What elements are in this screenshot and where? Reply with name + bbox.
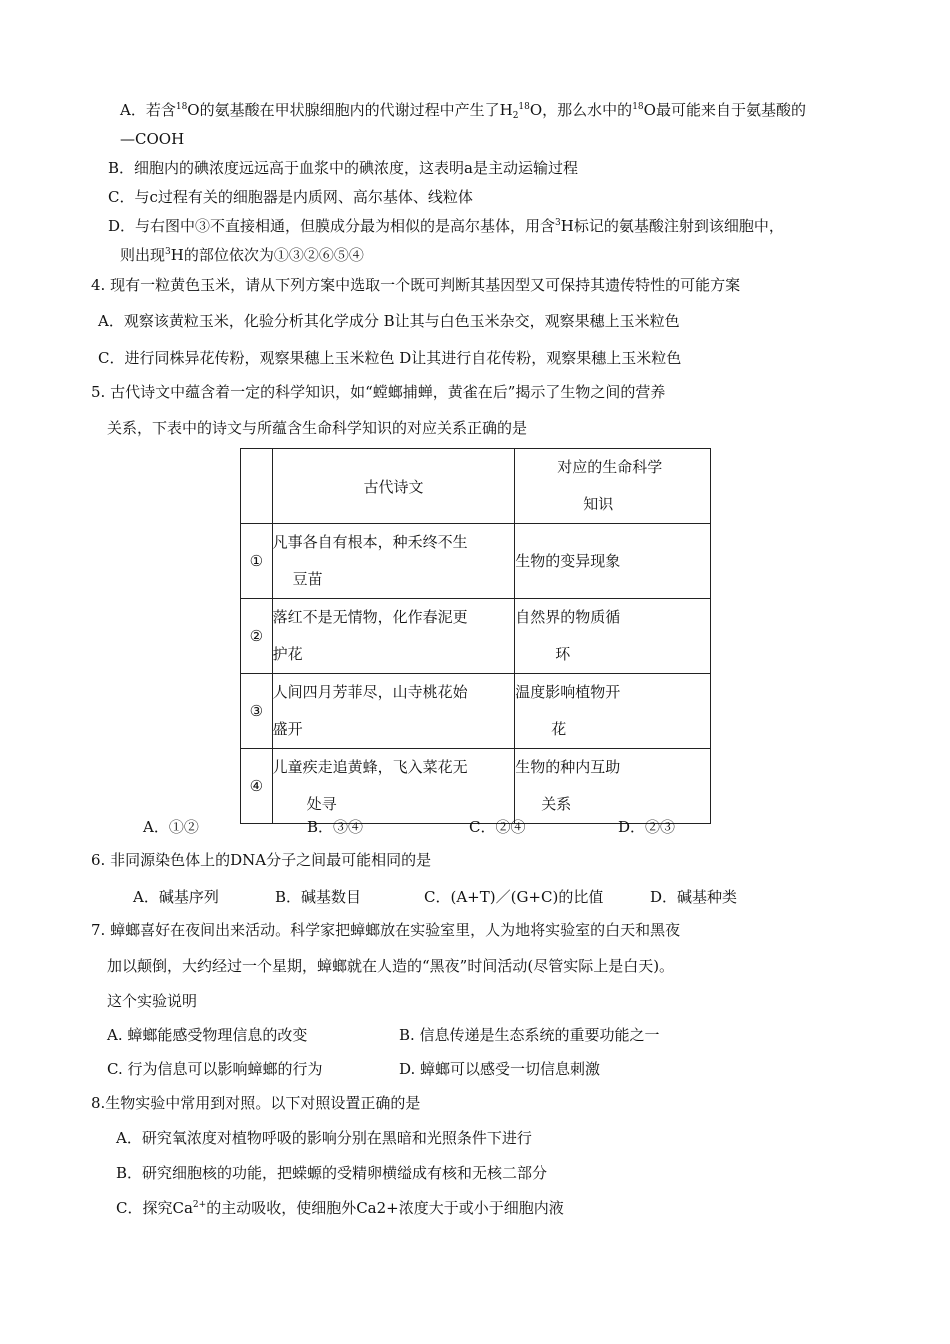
q3-option-a-cont: —COOH [120,130,185,148]
row-knowledge: 温度影响植物开 花 [515,674,711,749]
q7-option-c: C. 行为信息可以影响蟑螂的行为 [107,1060,323,1078]
q8-option-c: C．探究$Ca^{2+}$的主动吸收，使细胞外Ca2+浓度大于或小于细胞内液 [116,1199,564,1217]
q8-stem: 8.生物实验中常用到对照。以下对照设置正确的是 [91,1094,421,1112]
row-poem: 落红不是无情物，化作春泥更 护花 [272,599,515,674]
table-row [241,749,711,824]
row-knowledge: 自然界的物质循 环 [515,599,711,674]
q6-stem: 6. 非同源染色体上的DNA分子之间最可能相同的是 [91,851,432,869]
q3-option-b: B．细胞内的碘浓度远远高于血浆中的碘浓度，这表明a是主动运输过程 [108,159,578,177]
table-row [241,674,711,749]
row-poem: 儿童疾走追黄蜂，飞入菜花无 处寻 [272,749,515,824]
q6-option-c: C．(A+T)／(G+C)的比值 [424,888,604,906]
row-knowledge: 生物的变异现象 [515,524,711,599]
q7-option-d: D. 蟑螂可以感受一切信息刺激 [399,1060,601,1078]
q5-stem-line2: 关系，下表中的诗文与所蕴含生命科学知识的对应关系正确的是 [107,419,528,437]
q8-option-b: B．研究细胞核的功能，把蝾螈的受精卵横缢成有核和无核二部分 [116,1164,548,1182]
row-number: ② [241,599,273,674]
q5-option-d: D．②③ [618,818,676,836]
q4-options-ab: A．观察该黄粒玉米，化验分析其化学成分 B让其与白色玉米杂交，观察果穗上玉米粒色 [98,312,680,330]
header-blank-cell [241,449,273,524]
q7-option-a: A. 蟑螂能感受物理信息的改变 [107,1026,308,1044]
row-poem: 凡事各自有根本，种禾终不生 豆苗 [272,524,515,599]
q6-option-d: D．碱基种类 [650,888,738,906]
table-row [241,599,711,674]
q4-options-cd: C．进行同株异花传粉，观察果穗上玉米粒色 D让其进行自花传粉，观察果穗上玉米粒色 [98,349,682,367]
q3-option-d-cont: 则出现$^3$H的部位依次为①③②⑥⑤④ [120,246,364,264]
table-row [241,524,711,599]
q3-option-d: D．与右图中③不直接相通，但膜成分最为相似的是高尔基体，用含$^3$H标记的氨基酸注射到该细胞中， [108,217,784,235]
q6-option-b: B．碱基数目 [275,888,362,906]
table-header-row [241,449,711,524]
row-knowledge: 生物的种内互助 关系 [515,749,711,824]
header-knowledge: 对应的生命科学 知识 [515,449,711,524]
header-poem: 古代诗文 [272,449,515,524]
q3-option-a: A．若含$^{18}$O的氨基酸在甲状腺细胞内的代谢过程中产生了$H_2^{18}O$，那么水中的$^{18}$O最可能来自于氨基酸的 [120,101,806,121]
row-number: ④ [241,749,273,824]
q7-stem-line3: 这个实验说明 [107,992,198,1010]
row-number: ① [241,524,273,599]
poem-knowledge-table [240,448,711,824]
q7-stem-line2: 加以颠倒，大约经过一个星期，蟑螂就在人造的“黑夜”时间活动(尽管实际上是白天)。 [107,957,675,975]
q6-option-a: A．碱基序列 [133,888,219,906]
q5-stem-line1: 5. 古代诗文中蕴含着一定的科学知识，如“螳螂捕蝉，黄雀在后”揭示了生物之间的营养 [91,383,666,401]
q8-option-a: A．研究氧浓度对植物呼吸的影响分别在黑暗和光照条件下进行 [116,1129,532,1147]
q5-option-a: A．①② [143,818,199,836]
row-poem: 人间四月芳菲尽，山寺桃花始 盛开 [272,674,515,749]
q5-option-b: B．③④ [307,818,364,836]
q7-option-b: B. 信息传递是生态系统的重要功能之一 [399,1026,660,1044]
q4-stem: 4. 现有一粒黄色玉米，请从下列方案中选取一个既可判断其基因型又可保持其遗传特性的可能方案 [91,276,741,294]
q3-option-c: C．与c过程有关的细胞器是内质网、高尔基体、线粒体 [108,188,473,206]
row-number: ③ [241,674,273,749]
q5-option-c: C．②④ [469,818,526,836]
q7-stem-line1: 7. 蟑螂喜好在夜间出来活动。科学家把蟑螂放在实验室里，人为地将实验室的白天和黑夜 [91,921,681,939]
